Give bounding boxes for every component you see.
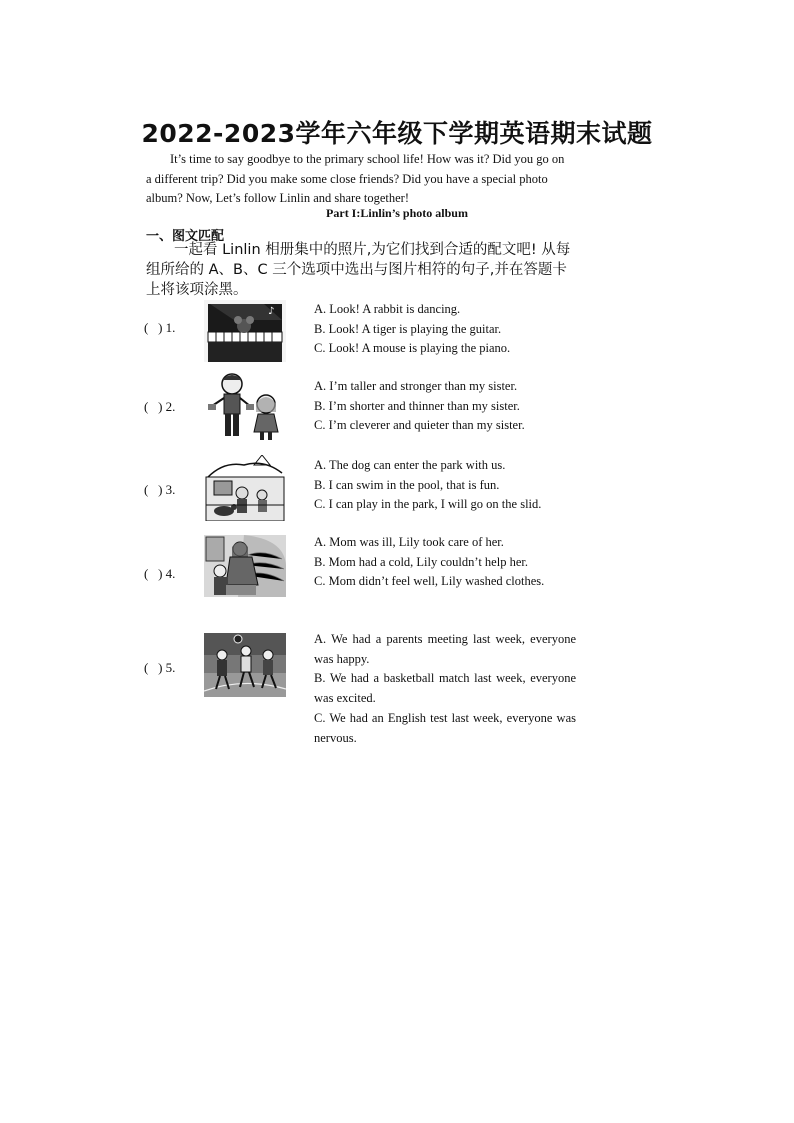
option-b[interactable]: B. I’m shorter and thinner than my sister. [314,398,520,413]
option-a[interactable]: A. I’m taller and stronger than my sister. [314,379,518,393]
intro-line-2: a different trip? Did you make some close friends? Did you have a special photo [146,171,548,186]
intro-line-1: It’s time to say goodbye to the primary school life! How was it? Did you go on [170,152,565,166]
option-c[interactable]: C. I can play in the park, I will go on the slid. [314,497,542,512]
option-a[interactable]: A. We had a parents meeting last week, everyone was happy. [314,632,576,666]
park-with-dog-picture [204,455,286,521]
section-title: 一、图文匹配 [146,229,225,244]
caring-for-mom-picture [204,535,286,597]
basketball-match-picture [204,633,286,697]
option-b[interactable]: B. I can swim in the pool, that is fun. [314,477,500,492]
option-a[interactable]: A. Mom was ill, Lily took care of her. [314,535,504,549]
piano-playing-picture [204,300,286,360]
svg-text:♪: ♪ [268,306,275,317]
question-number: ( ) 3. [144,482,176,497]
question-number: ( ) 2. [144,399,176,414]
boy-and-sister-picture [204,370,286,442]
part-title: Part I:Linlin’s photo album [326,206,468,220]
intro-paragraph [146,150,576,209]
option-c[interactable]: C. I’m cleverer and quieter than my sister. [314,418,525,433]
option-a[interactable]: A. Look! A rabbit is dancing. [314,302,461,316]
option-b[interactable]: B. Mom had a cold, Lily couldn’t help her. [314,554,528,569]
options-list [314,456,576,515]
options-list [314,300,576,359]
options-list [314,533,576,592]
question-number: ( ) 5. [144,660,176,675]
option-c[interactable]: C. Look! A mouse is playing the piano. [314,341,511,356]
intro-line-3: album? Now, Let’s follow Linlin and share together! [146,191,410,205]
question-number: ( ) 4. [144,566,176,581]
question-number: ( ) 1. [144,320,176,335]
options-list [314,630,576,748]
options-list [314,377,576,436]
page-title: 2022-2023学年六年级下学期英语期末试题 [141,119,653,148]
option-b[interactable]: B. Look! A tiger is playing the guitar. [314,321,502,336]
option-c[interactable]: C. Mom didn’t feel well, Lily washed clothes. [314,574,545,589]
option-a[interactable]: A. The dog can enter the park with us. [314,458,506,472]
option-b[interactable]: B. We had a basketball match last week, everyone was excited. [314,671,576,706]
instruction-body: 一起看 Linlin 相册集中的照片,为它们找到合适的配文吧! 从每组所给的 A、B、C 三个选项中选出与图片相符的句子,并在答题卡上将该项涂黑。 [146,242,571,298]
instruction-text [146,240,578,300]
option-c[interactable]: C. We had an English test last week, everyone was nervous. [314,710,576,745]
